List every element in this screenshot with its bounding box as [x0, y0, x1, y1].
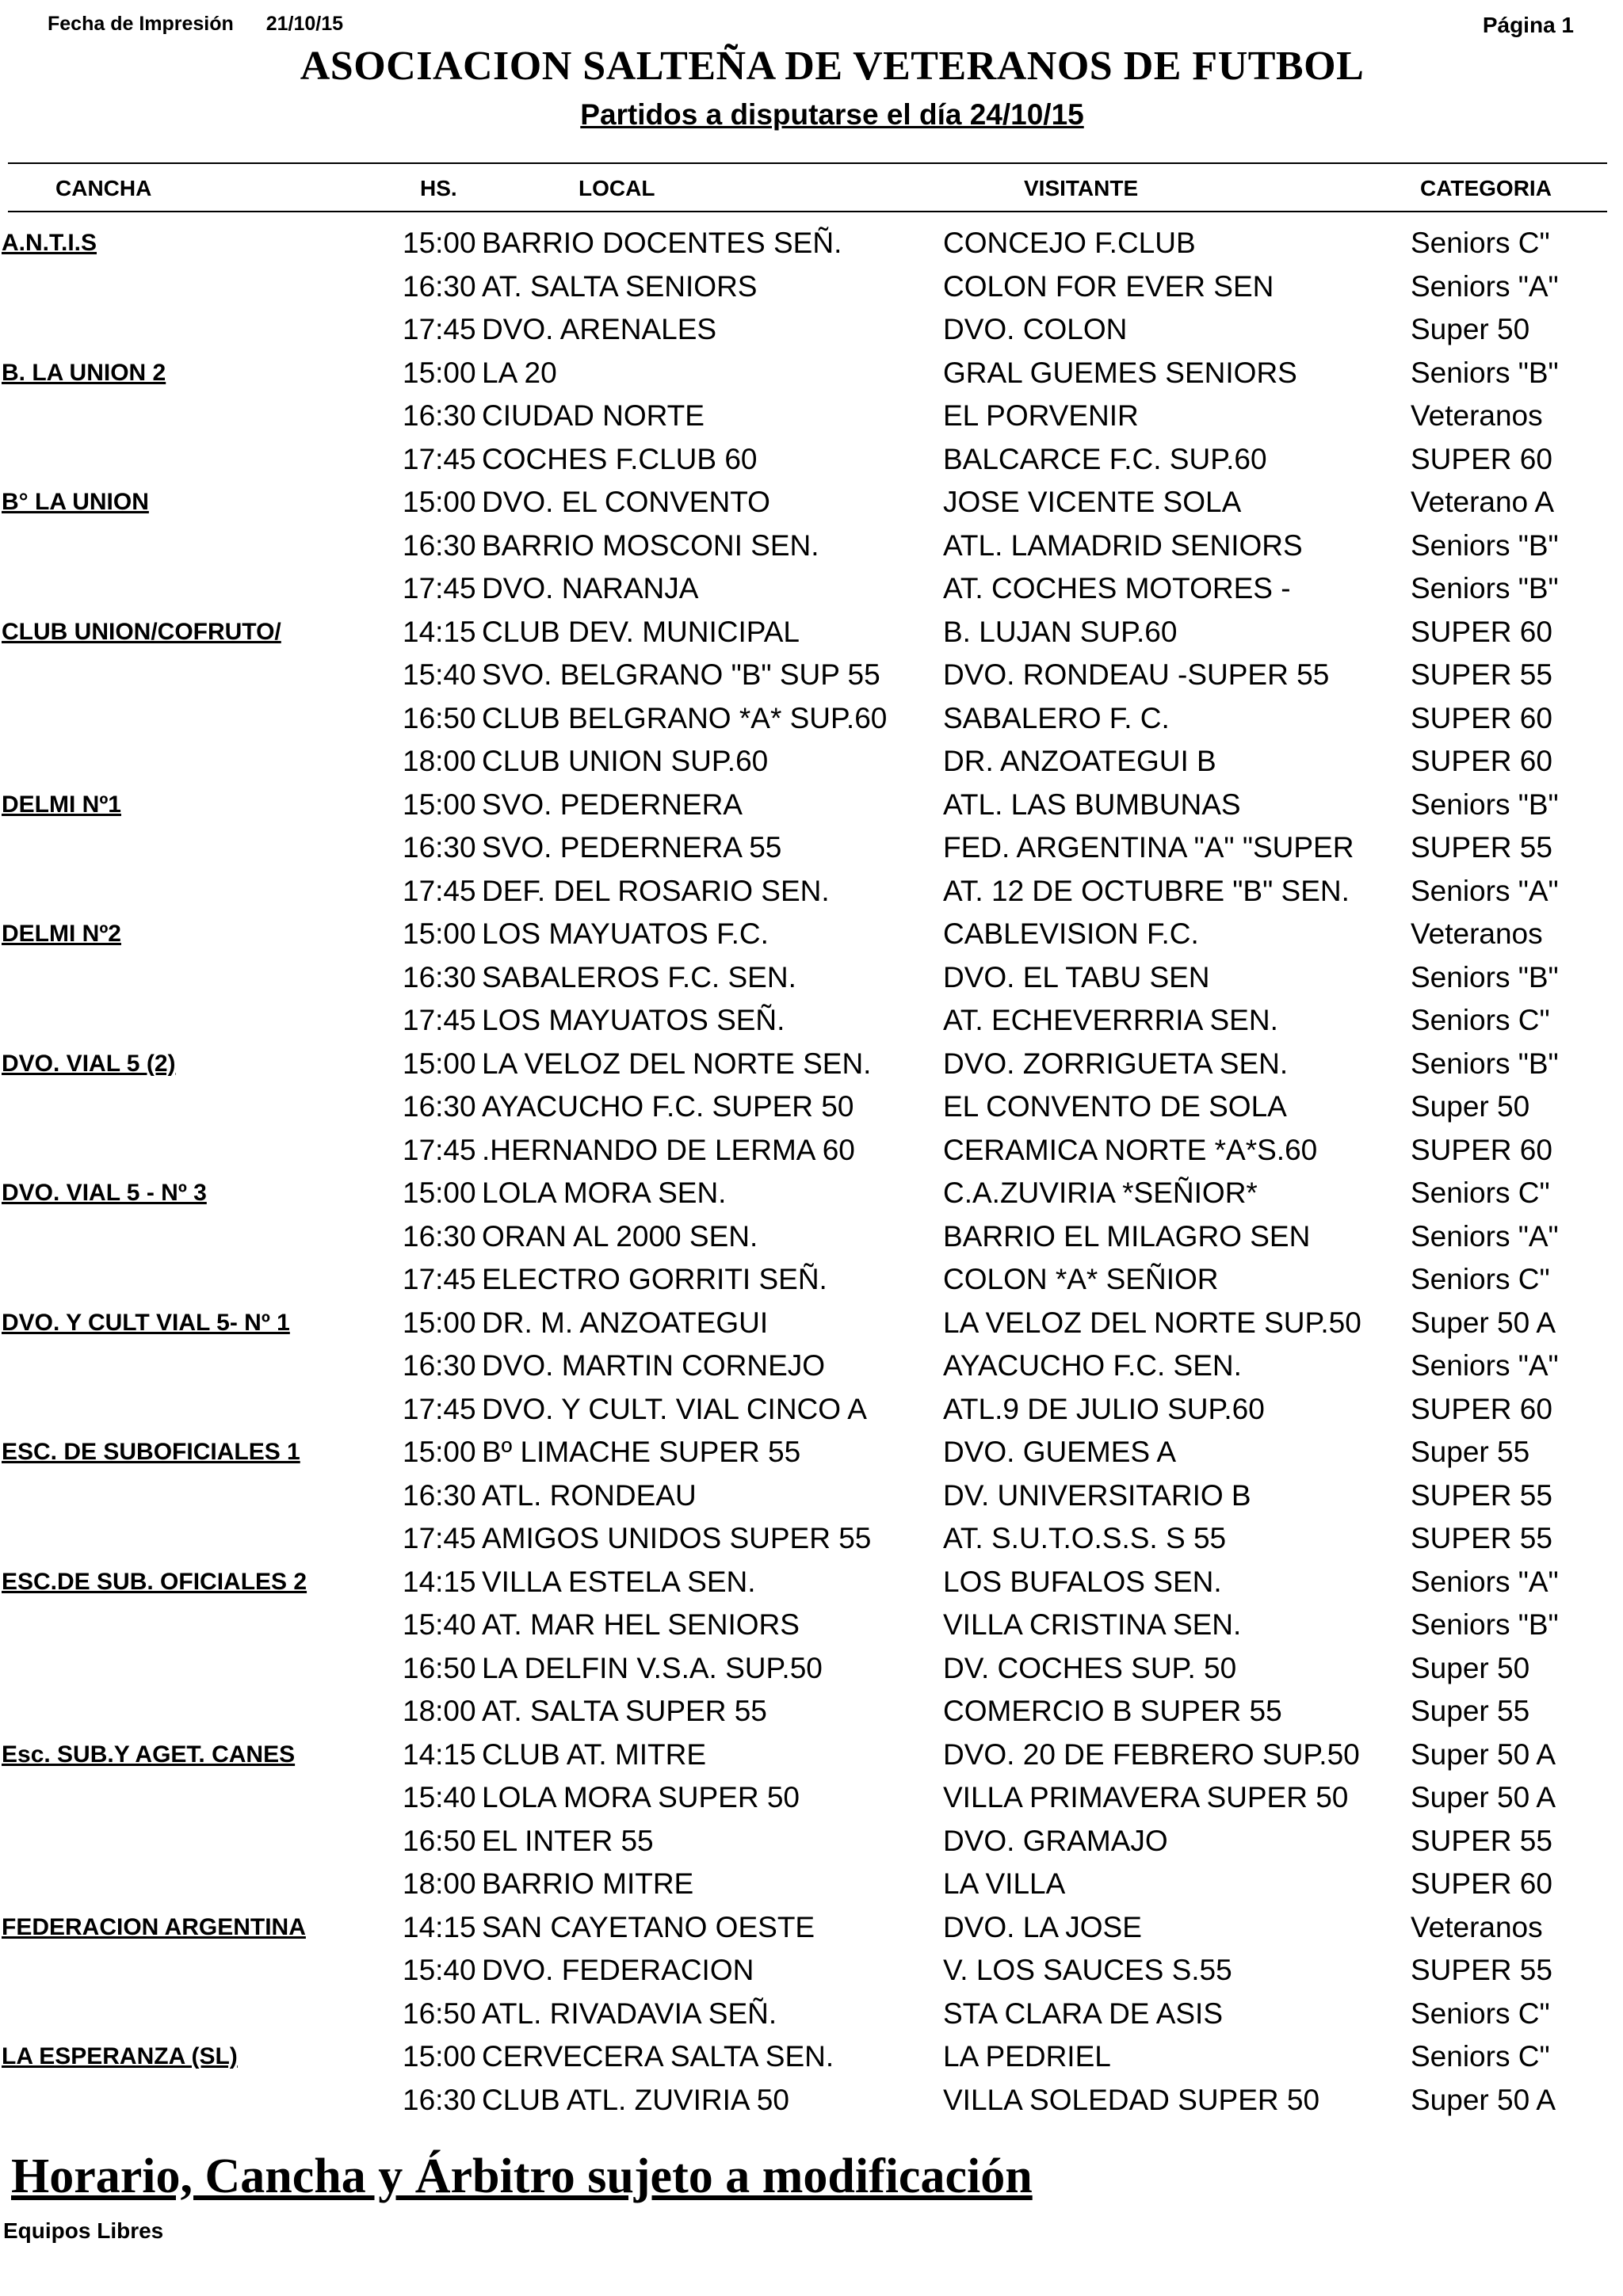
table-row: [0, 612, 1623, 656]
cell-categoria: Seniors "B": [1411, 356, 1559, 389]
cell-categoria: Seniors "B": [1411, 1047, 1559, 1080]
table-row: [0, 914, 1623, 958]
cell-local: SABALEROS F.C. SEN.: [482, 960, 796, 994]
cell-categoria: Veteranos: [1411, 917, 1543, 950]
cell-local: VILLA ESTELA SEN.: [482, 1565, 756, 1598]
cell-cancha: DELMI Nº1: [2, 791, 121, 818]
cell-categoria: SUPER 55: [1411, 1522, 1552, 1554]
table-row: [0, 440, 1623, 483]
cell-visitante: COLON *A* SEÑIOR: [943, 1263, 1219, 1295]
cell-categoria: Super 50 A: [1411, 1306, 1556, 1339]
cell-visitante: DVO. GUEMES A: [943, 1436, 1177, 1468]
cell-cancha: DVO. VIAL 5 (2): [2, 1050, 176, 1077]
header-bottom-rule: [8, 211, 1607, 212]
cell-hs: 14:15: [403, 1737, 476, 1771]
table-row: [0, 1778, 1623, 1821]
table-row: [0, 1605, 1623, 1649]
cell-visitante: BARRIO EL MILAGRO SEN: [943, 1219, 1311, 1253]
cell-cancha: FEDERACION ARGENTINA: [2, 1913, 306, 1940]
cell-categoria: Veterano A: [1411, 486, 1555, 518]
cell-categoria: Super 50: [1411, 1651, 1530, 1684]
table-row: [0, 655, 1623, 699]
table-row: [0, 742, 1623, 785]
cell-categoria: Seniors C": [1411, 1004, 1550, 1036]
cell-hs: 15:00: [403, 2040, 476, 2073]
cell-visitante: GRAL GUEMES SENIORS: [943, 356, 1297, 389]
cell-categoria: SUPER 60: [1411, 615, 1552, 648]
cell-local: AYACUCHO F.C. SUPER 50: [482, 1090, 854, 1123]
cell-hs: 15:40: [403, 1781, 476, 1814]
cell-visitante: DVO. COLON: [943, 313, 1128, 345]
cell-categoria: Seniors "A": [1411, 1565, 1559, 1598]
cell-hs: 16:30: [403, 1090, 476, 1123]
cell-visitante: COLON FOR EVER SEN: [943, 269, 1274, 303]
table-row: [0, 1432, 1623, 1476]
cell-hs: 15:00: [403, 788, 476, 821]
cell-hs: 16:50: [403, 1824, 476, 1857]
table-row: [0, 1864, 1623, 1908]
column-header-categoria: CATEGORIA: [1420, 176, 1552, 200]
cell-local: LOLA MORA SEN.: [482, 1177, 727, 1209]
document-title: ASOCIACION SALTEÑA DE VETERANOS DE FUTBOL: [300, 44, 1365, 89]
cell-categoria: SUPER 55: [1411, 831, 1552, 864]
cell-cancha: B. LA UNION 2: [2, 359, 166, 386]
table-row: [0, 828, 1623, 871]
cell-visitante: DVO. LA JOSE: [943, 1910, 1142, 1943]
cell-hs: 17:45: [403, 313, 476, 345]
cell-cancha: DELMI Nº2: [2, 921, 121, 947]
table-row: [0, 1821, 1623, 1865]
cell-categoria: Seniors "B": [1411, 960, 1559, 994]
cell-categoria: SUPER 55: [1411, 658, 1552, 691]
cell-visitante: DR. ANZOATEGUI B: [943, 745, 1216, 777]
cell-local: AT. SALTA SUPER 55: [482, 1695, 767, 1727]
cell-visitante: DVO. GRAMAJO: [943, 1824, 1168, 1857]
cell-categoria: Super 50 A: [1411, 1781, 1556, 1814]
table-row: [0, 353, 1623, 397]
table-row: [0, 1562, 1623, 1606]
cell-visitante: BALCARCE F.C. SUP.60: [943, 442, 1267, 475]
cell-visitante: ATL. LAS BUMBUNAS: [943, 788, 1241, 821]
cell-visitante: CONCEJO F.CLUB: [943, 227, 1196, 259]
table-row: [0, 396, 1623, 440]
cell-local: ELECTRO GORRITI SEÑ.: [482, 1263, 827, 1295]
table-row: [0, 569, 1623, 612]
cell-hs: 16:30: [403, 831, 476, 864]
cell-local: BARRIO MOSCONI SEN.: [482, 528, 819, 562]
cell-hs: 17:45: [403, 1133, 476, 1166]
table-row: [0, 1303, 1623, 1347]
cell-categoria: Super 55: [1411, 1695, 1530, 1727]
cell-visitante: SABALERO F. C.: [943, 701, 1170, 734]
cell-visitante: CABLEVISION F.C.: [943, 917, 1199, 950]
table-row: [0, 310, 1623, 353]
column-header-visitante: VISITANTE: [1024, 176, 1139, 200]
cell-hs: 16:30: [403, 960, 476, 994]
table-row: [0, 482, 1623, 526]
cell-local: Bº LIMACHE SUPER 55: [482, 1436, 801, 1468]
cell-local: AT. SALTA SENIORS: [482, 269, 758, 303]
cell-categoria: Seniors "B": [1411, 572, 1559, 605]
cell-local: BARRIO MITRE: [482, 1867, 694, 1900]
cell-categoria: SUPER 60: [1411, 442, 1552, 475]
cell-categoria: Seniors "B": [1411, 788, 1559, 821]
cell-visitante: VILLA SOLEDAD SUPER 50: [943, 2083, 1320, 2116]
cell-hs: 16:30: [403, 1478, 476, 1512]
cell-categoria: Super 50: [1411, 313, 1530, 345]
cell-local: DEF. DEL ROSARIO SEN.: [482, 874, 830, 907]
table-row: [0, 1087, 1623, 1131]
table-row: [0, 2037, 1623, 2081]
free-teams-label: Equipos Libres: [3, 2218, 164, 2243]
print-date-label: Fecha de Impresión: [48, 13, 234, 35]
cell-categoria: Seniors C": [1411, 1177, 1550, 1209]
cell-hs: 17:45: [403, 572, 476, 605]
cell-categoria: SUPER 60: [1411, 701, 1552, 734]
cell-categoria: Veteranos: [1411, 399, 1543, 432]
cell-local: EL INTER 55: [482, 1824, 654, 1857]
table-row: [0, 1994, 1623, 2038]
cell-categoria: SUPER 60: [1411, 745, 1552, 777]
cell-local: ATL. RIVADAVIA SEÑ.: [482, 1997, 777, 2030]
cell-categoria: SUPER 60: [1411, 1392, 1552, 1425]
cell-local: ATL. RONDEAU: [482, 1478, 697, 1512]
table-row: [0, 1044, 1623, 1088]
cell-local: SVO. BELGRANO "B" SUP 55: [482, 658, 880, 691]
cell-local: CIUDAD NORTE: [482, 399, 705, 432]
cell-categoria: Seniors "A": [1411, 1219, 1559, 1253]
cell-visitante: ATL.9 DE JULIO SUP.60: [943, 1392, 1265, 1425]
table-row: [0, 699, 1623, 742]
cell-hs: 18:00: [403, 1867, 476, 1900]
cell-visitante: COMERCIO B SUPER 55: [943, 1695, 1282, 1727]
cell-visitante: DV. UNIVERSITARIO B: [943, 1478, 1251, 1512]
cell-visitante: AT. COCHES MOTORES -: [943, 572, 1291, 605]
cell-visitante: DVO. ZORRIGUETA SEN.: [943, 1047, 1289, 1080]
cell-local: LOS MAYUATOS F.C.: [482, 917, 769, 950]
header-top-rule: [8, 162, 1607, 164]
cell-visitante: AT. S.U.T.O.S.S. S 55: [943, 1522, 1227, 1554]
cell-visitante: FED. ARGENTINA "A" "SUPER: [943, 831, 1354, 864]
cell-visitante: VILLA PRIMAVERA SUPER 50: [943, 1781, 1349, 1814]
cell-categoria: Super 55: [1411, 1436, 1530, 1468]
cell-hs: 15:00: [403, 356, 476, 389]
cell-visitante: AYACUCHO F.C. SEN.: [943, 1349, 1242, 1382]
cell-visitante: CERAMICA NORTE *A*S.60: [943, 1133, 1318, 1166]
cell-visitante: B. LUJAN SUP.60: [943, 615, 1178, 648]
cell-local: CLUB BELGRANO *A* SUP.60: [482, 701, 888, 734]
cell-local: DR. M. ANZOATEGUI: [482, 1306, 769, 1339]
cell-hs: 16:30: [403, 1219, 476, 1253]
cell-hs: 16:30: [403, 1349, 476, 1382]
table-row: [0, 223, 1623, 267]
cell-hs: 14:15: [403, 615, 476, 648]
table-row: [0, 958, 1623, 1001]
cell-categoria: Seniors "A": [1411, 1349, 1559, 1382]
table-row: [0, 267, 1623, 311]
table-row: [0, 871, 1623, 915]
cell-hs: 15:00: [403, 227, 476, 259]
cell-local: SVO. PEDERNERA 55: [482, 831, 782, 864]
cell-visitante: DV. COCHES SUP. 50: [943, 1651, 1237, 1684]
cell-local: DVO. Y CULT. VIAL CINCO A: [482, 1392, 867, 1425]
cell-categoria: Seniors "A": [1411, 269, 1559, 303]
cell-visitante: EL PORVENIR: [943, 399, 1139, 432]
cell-visitante: AT. 12 DE OCTUBRE "B" SEN.: [943, 874, 1350, 907]
cell-cancha: ESC.DE SUB. OFICIALES 2: [2, 1568, 307, 1595]
page-number: Página 1: [1482, 13, 1574, 37]
cell-local: LOS MAYUATOS SEÑ.: [482, 1004, 785, 1036]
table-row: [0, 1001, 1623, 1044]
cell-hs: 16:50: [403, 701, 476, 734]
cell-hs: 14:15: [403, 1910, 476, 1943]
cell-hs: 15:40: [403, 1954, 476, 1986]
cell-hs: 14:15: [403, 1565, 476, 1598]
table-row: [0, 1908, 1623, 1951]
cell-visitante: C.A.ZUVIRIA *SEÑIOR*: [943, 1177, 1258, 1209]
cell-local: CLUB AT. MITRE: [482, 1737, 707, 1771]
cell-hs: 15:00: [403, 1047, 476, 1080]
cell-categoria: Super 50: [1411, 1090, 1530, 1123]
cell-visitante: VILLA CRISTINA SEN.: [943, 1608, 1242, 1641]
table-row: [0, 1476, 1623, 1520]
cell-visitante: AT. ECHEVERRRIA SEN.: [943, 1004, 1278, 1036]
cell-visitante: EL CONVENTO DE SOLA: [943, 1090, 1287, 1123]
cell-categoria: SUPER 60: [1411, 1867, 1552, 1900]
cell-local: DVO. ARENALES: [482, 313, 717, 345]
table-row: [0, 1691, 1623, 1735]
cell-hs: 15:00: [403, 1306, 476, 1339]
table-row: [0, 2081, 1623, 2124]
column-header-cancha: CANCHA: [55, 176, 152, 200]
table-row: [0, 1260, 1623, 1303]
table-row: [0, 1735, 1623, 1779]
cell-hs: 16:50: [403, 1651, 476, 1684]
cell-categoria: Seniors C": [1411, 227, 1550, 259]
cell-visitante: ATL. LAMADRID SENIORS: [943, 528, 1303, 562]
cell-local: BARRIO DOCENTES SEÑ.: [482, 227, 842, 259]
cell-visitante: LOS BUFALOS SEN.: [943, 1565, 1222, 1598]
cell-categoria: Seniors C": [1411, 1263, 1550, 1295]
cell-cancha: DVO. Y CULT VIAL 5- Nº 1: [2, 1309, 290, 1336]
cell-visitante: LA VELOZ DEL NORTE SUP.50: [943, 1306, 1361, 1339]
cell-categoria: Super 50 A: [1411, 1737, 1556, 1771]
cell-visitante: STA CLARA DE ASIS: [943, 1997, 1224, 2030]
cell-visitante: JOSE VICENTE SOLA: [943, 486, 1242, 518]
cell-local: DVO. FEDERACION: [482, 1954, 754, 1986]
cell-local: DVO. EL CONVENTO: [482, 486, 770, 518]
column-header-local: LOCAL: [579, 176, 655, 200]
cell-local: LA DELFIN V.S.A. SUP.50: [482, 1651, 823, 1684]
cell-hs: 17:45: [403, 874, 476, 907]
table-row: [0, 526, 1623, 570]
cell-categoria: SUPER 60: [1411, 1133, 1552, 1166]
cell-hs: 17:45: [403, 1392, 476, 1425]
table-row: [0, 1390, 1623, 1433]
cell-cancha: B° LA UNION: [2, 489, 149, 515]
cell-hs: 15:40: [403, 658, 476, 691]
cell-visitante: DVO. RONDEAU -SUPER 55: [943, 658, 1330, 691]
cell-local: LOLA MORA SUPER 50: [482, 1781, 800, 1814]
table-row: [0, 785, 1623, 829]
table-row: [0, 1346, 1623, 1390]
cell-local: CLUB ATL. ZUVIRIA 50: [482, 2083, 789, 2116]
table-row: [0, 1173, 1623, 1217]
cell-categoria: Seniors C": [1411, 1997, 1550, 2030]
table-row: [0, 1649, 1623, 1692]
cell-hs: 16:30: [403, 399, 476, 432]
cell-local: LA VELOZ DEL NORTE SEN.: [482, 1047, 872, 1080]
cell-visitante: LA VILLA: [943, 1867, 1066, 1900]
cell-local: LA 20: [482, 356, 557, 389]
cell-cancha: DVO. VIAL 5 - Nº 3: [2, 1180, 207, 1206]
table-row: [0, 1217, 1623, 1261]
column-header-hs: HS.: [420, 176, 457, 200]
cell-local: AMIGOS UNIDOS SUPER 55: [482, 1522, 872, 1554]
cell-cancha: ESC. DE SUBOFICIALES 1: [2, 1439, 300, 1465]
cell-local: COCHES F.CLUB 60: [482, 442, 758, 475]
cell-categoria: SUPER 55: [1411, 1954, 1552, 1986]
cell-visitante: DVO. 20 DE FEBRERO SUP.50: [943, 1737, 1360, 1771]
cell-hs: 17:45: [403, 1004, 476, 1036]
cell-hs: 17:45: [403, 1263, 476, 1295]
cell-categoria: Seniors "B": [1411, 1608, 1559, 1641]
cell-local: SAN CAYETANO OESTE: [482, 1910, 815, 1943]
cell-categoria: Seniors "B": [1411, 528, 1559, 562]
cell-hs: 17:45: [403, 442, 476, 475]
cell-cancha: A.N.T.I.S: [2, 230, 97, 256]
print-date: 21/10/15: [265, 13, 344, 35]
cell-hs: 16:30: [403, 2083, 476, 2116]
cell-hs: 15:00: [403, 486, 476, 518]
cell-hs: 16:50: [403, 1997, 476, 2030]
cell-hs: 15:00: [403, 1177, 476, 1209]
cell-local: SVO. PEDERNERA: [482, 788, 743, 821]
print-date-line: [48, 13, 343, 36]
cell-cancha: CLUB UNION/COFRUTO/: [2, 618, 281, 645]
cell-local: CERVECERA SALTA SEN.: [482, 2040, 834, 2073]
cell-categoria: Veteranos: [1411, 1910, 1543, 1943]
matches-table: [0, 223, 1623, 2123]
cell-cancha: Esc. SUB.Y AGET. CANES: [2, 1741, 296, 1768]
document-subtitle: Partidos a disputarse el día 24/10/15: [580, 98, 1084, 131]
cell-local: DVO. NARANJA: [482, 572, 699, 605]
cell-categoria: Seniors "A": [1411, 874, 1559, 907]
cell-hs: 16:30: [403, 269, 476, 303]
schedule-notice: Horario, Cancha y Árbitro sujeto a modificación: [11, 2149, 1033, 2203]
table-row: [0, 1951, 1623, 1994]
table-row: [0, 1519, 1623, 1562]
cell-categoria: Seniors C": [1411, 2040, 1550, 2073]
cell-hs: 15:00: [403, 917, 476, 950]
cell-hs: 18:00: [403, 745, 476, 777]
cell-visitante: V. LOS SAUCES S.55: [943, 1954, 1232, 1986]
cell-hs: 15:00: [403, 1436, 476, 1468]
cell-local: DVO. MARTIN CORNEJO: [482, 1349, 826, 1382]
cell-local: CLUB DEV. MUNICIPAL: [482, 615, 800, 648]
cell-local: .HERNANDO DE LERMA 60: [482, 1133, 855, 1166]
table-row: [0, 1131, 1623, 1174]
cell-local: CLUB UNION SUP.60: [482, 745, 769, 777]
cell-hs: 17:45: [403, 1522, 476, 1554]
cell-visitante: LA PEDRIEL: [943, 2040, 1111, 2073]
cell-categoria: Super 50 A: [1411, 2083, 1556, 2116]
cell-hs: 18:00: [403, 1695, 476, 1727]
cell-hs: 15:40: [403, 1608, 476, 1641]
cell-categoria: SUPER 55: [1411, 1478, 1552, 1512]
cell-hs: 16:30: [403, 528, 476, 562]
cell-local: AT. MAR HEL SENIORS: [482, 1608, 800, 1641]
cell-cancha: LA ESPERANZA (SL): [2, 2043, 238, 2069]
cell-categoria: SUPER 55: [1411, 1824, 1552, 1857]
cell-local: ORAN AL 2000 SEN.: [482, 1219, 758, 1253]
cell-visitante: DVO. EL TABU SEN: [943, 960, 1210, 994]
